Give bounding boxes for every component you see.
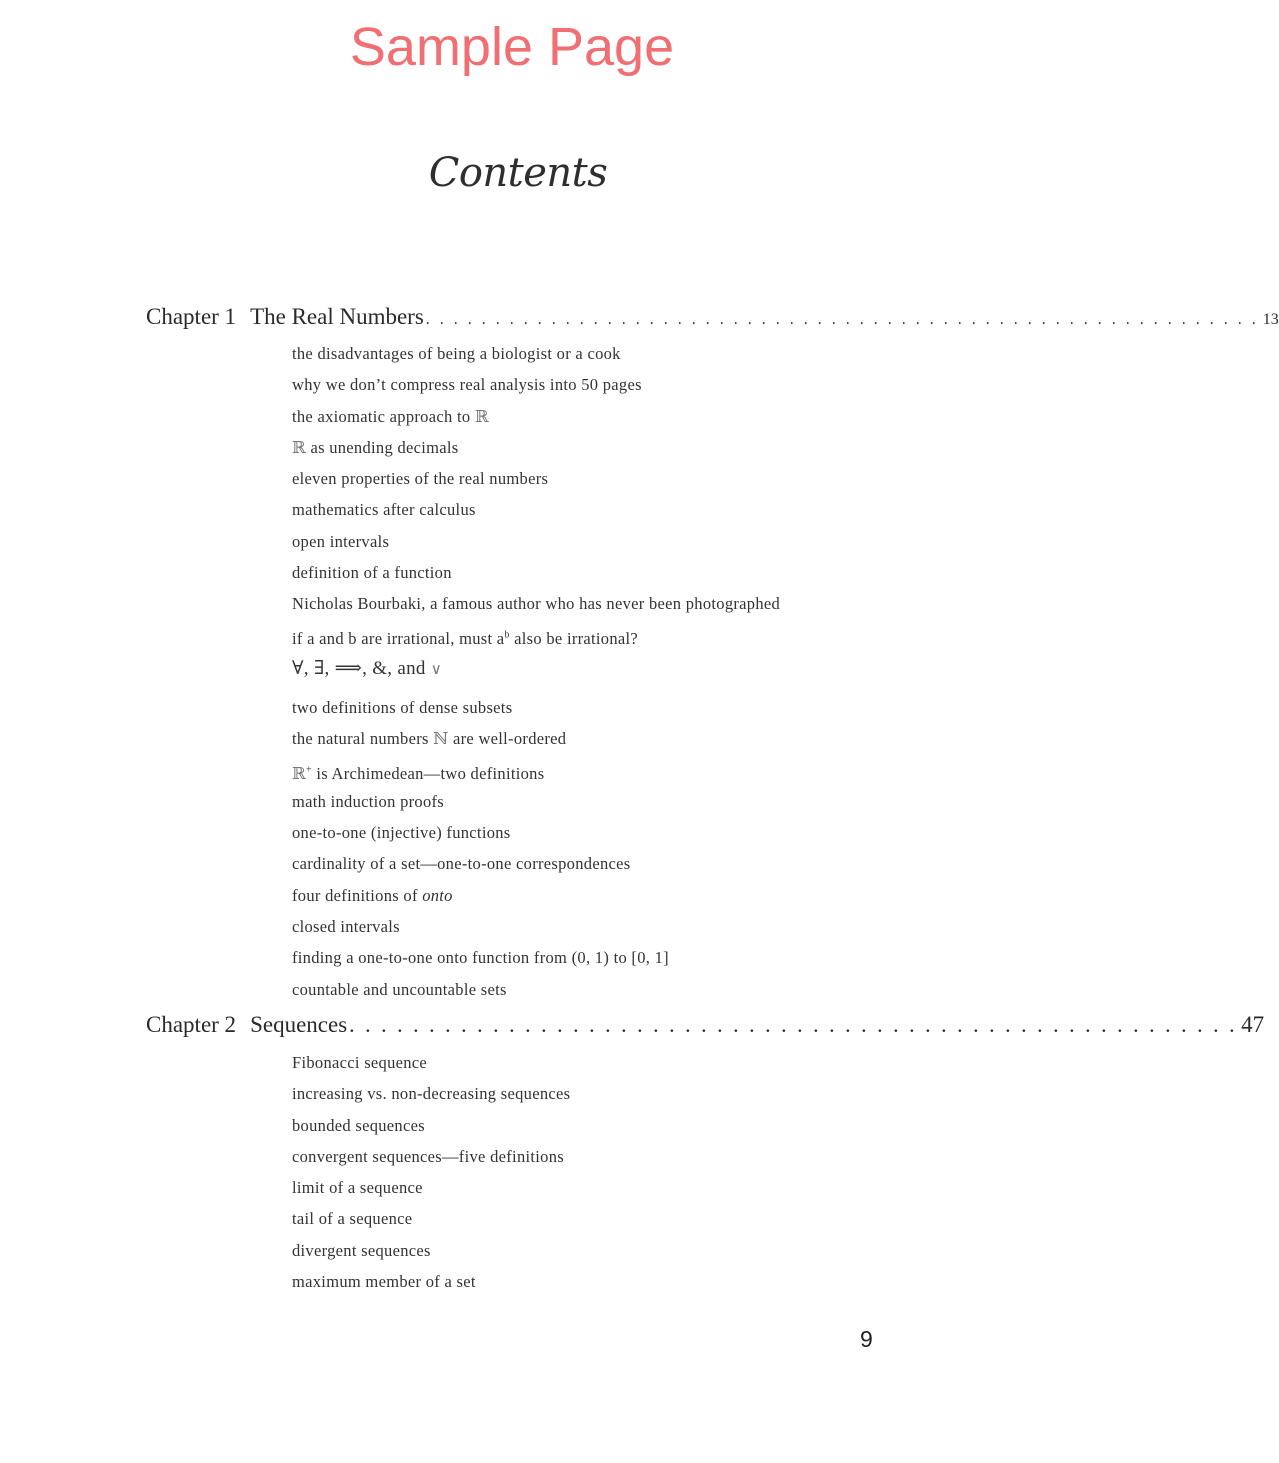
topic-item: closed intervals: [292, 917, 400, 937]
dot-leader: . . . . . . . . . . . . . . . . . . . . . . . . . . . . . . . . . . . . . . . . . . . . . . . . . . . . . . . . . . . .: [425, 311, 1259, 328]
topic-item: countable and uncountable sets: [292, 979, 507, 999]
topic-item: [292, 880, 780, 911]
chapter-label: Chapter 1: [146, 304, 237, 329]
topic-item: definition of a function: [292, 563, 452, 583]
chapter-entry: [146, 304, 1279, 330]
chapter-title: The Real Numbers: [250, 304, 424, 329]
topic-item: [292, 432, 780, 463]
topic-item: why we don’t compress real analysis into 50 pages: [292, 375, 642, 395]
topic-item: [292, 723, 780, 754]
page-title: Contents: [428, 150, 608, 196]
chapter-entry: [146, 1012, 1265, 1038]
topic-item: divergent sequences: [292, 1240, 431, 1260]
topic-item: maximum member of a set: [292, 1272, 476, 1292]
topic-item: Fibonacci sequence: [292, 1053, 428, 1072]
topic-item: eleven properties of the real numbers: [292, 469, 549, 489]
topic-item: the disadvantages of being a biologist or a cook: [292, 344, 621, 363]
topic-item: [292, 651, 780, 692]
topic-item: [292, 755, 780, 786]
topic-item: tail of a sequence: [292, 1209, 413, 1229]
topic-item: finding a one-to-one onto function from (0, 1) to [0, 1]: [292, 948, 669, 968]
topic-item: [292, 401, 780, 432]
topic-item: Nicholas Bourbaki, a famous author who has never been photographed: [292, 594, 781, 614]
chapter-2-topic-list: [292, 1047, 570, 1297]
topic-item: mathematics after calculus: [292, 500, 476, 520]
topic-text: four definitions of onto: [292, 885, 453, 905]
page-number: 9: [860, 1326, 873, 1352]
sample-page-watermark: Sample Page: [349, 17, 675, 77]
topic-item: one-to-one (injective) functions: [292, 823, 511, 843]
topic-text: ℝ+ is Archimedean—two definitions: [292, 764, 545, 784]
topic-text: the axiomatic approach to ℝ: [292, 406, 489, 426]
topic-item: math induction proofs: [292, 791, 445, 811]
topic-item: two definitions of dense subsets: [292, 697, 513, 717]
topic-text: the natural numbers ℕ are well-ordered: [292, 729, 567, 749]
topic-item: open intervals: [292, 531, 390, 551]
topic-item: increasing vs. non-decreasing sequences: [292, 1084, 571, 1104]
chapter-page-number: 13: [1262, 311, 1279, 328]
chapter-page-number: 47: [1241, 1012, 1265, 1037]
topic-item: [292, 620, 780, 651]
topic-text: if a and b are irrational, must $a^b$ also be irrational?: [292, 629, 639, 649]
topic-item: cardinality of a set—one-to-one correspondences: [292, 854, 631, 874]
dot-leader: . . . . . . . . . . . . . . . . . . . . . . . . . . . . . . . . . . . . . . . . . . . . . . . . . . . . . . . .: [349, 1012, 1238, 1037]
topic-text: ∀, ∃, ⟹, &, and ∨: [292, 657, 443, 679]
chapter-1-topic-list: [292, 338, 780, 1005]
topic-item: limit of a sequence: [292, 1178, 423, 1198]
topic-text: ℝ as unending decimals: [292, 437, 459, 457]
topic-item: convergent sequences—five definitions: [292, 1146, 564, 1166]
topic-item: bounded sequences: [292, 1115, 425, 1135]
chapter-label: Chapter 2: [146, 1012, 237, 1037]
chapter-title: Sequences: [250, 1012, 348, 1037]
